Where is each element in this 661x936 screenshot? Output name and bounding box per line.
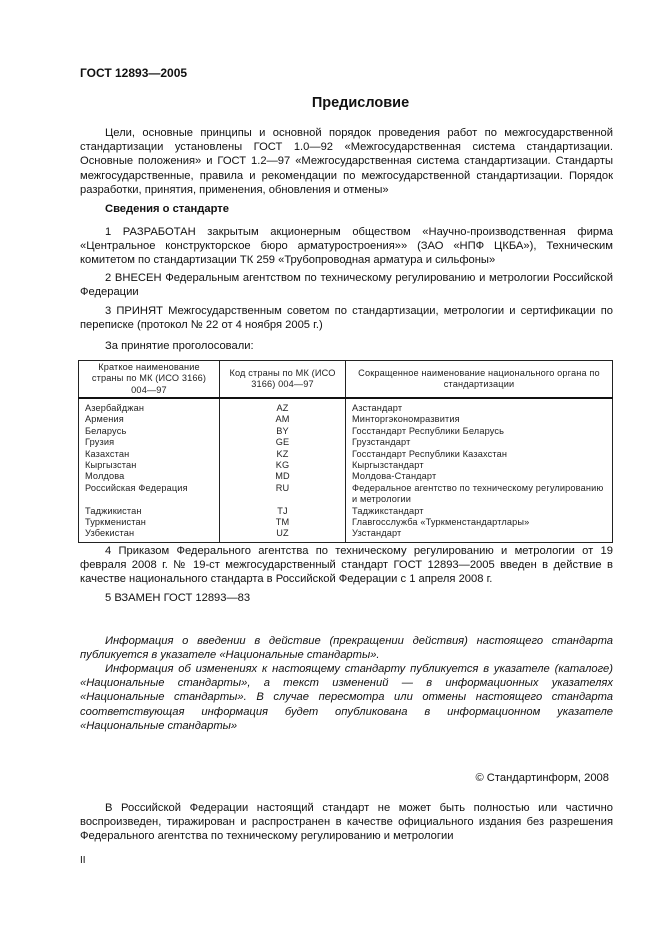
about-item-1: 1 РАЗРАБОТАН закрытым акционерным обществом «Научно-производственная фирма «Центральное конструкторское бюро арматуростроения»» (ЗАО «НПФ ЦКБА»), Техническим комитетом по стандартизации ТК 259 «Трубопроводная арматура и сильфоны» bbox=[80, 226, 613, 267]
table-row bbox=[79, 426, 613, 437]
body-cell: Азстандарт bbox=[346, 398, 613, 414]
code-cell: RU bbox=[220, 483, 346, 506]
info-paragraph-1: Информация о введении в действие (прекращении действия) настоящего стандарта публикуется в указателе «Национальные стандарты». bbox=[80, 635, 613, 662]
country-cell: Беларусь bbox=[79, 426, 220, 437]
code-cell: TJ bbox=[220, 506, 346, 517]
table-row bbox=[79, 506, 613, 517]
body-cell: Грузстандарт bbox=[346, 437, 613, 448]
about-item-2: 2 ВНЕСЕН Федеральным агентством по техническому регулированию и метрологии Российской Федерации bbox=[80, 272, 613, 299]
code-cell: MD bbox=[220, 471, 346, 482]
body-cell: Федеральное агентство по техническому регулированию и метрологии bbox=[346, 483, 613, 506]
intro-paragraph: Цели, основные принципы и основной порядок проведения работ по межгосударственной стандартизации установлены ГОСТ 1.0—92 «Межгосударственная система стандартизации. Основные положения» и ГОСТ 1.2—97 «Межгосударственная система стандартизации. Стандарты межгосударственные, правила и рекомендации по межгосударственной стандартизации. Порядок разработки, принятия, применения, обновления и отмены» bbox=[80, 127, 613, 196]
table-row bbox=[79, 528, 613, 542]
code-cell: KG bbox=[220, 460, 346, 471]
code-cell: AM bbox=[220, 414, 346, 425]
code-cell: TM bbox=[220, 517, 346, 528]
body-cell: Молдова-Стандарт bbox=[346, 471, 613, 482]
code-cell: KZ bbox=[220, 449, 346, 460]
country-cell: Молдова bbox=[79, 471, 220, 482]
country-cell: Азербайджан bbox=[79, 398, 220, 414]
country-cell: Кыргызстан bbox=[79, 460, 220, 471]
header-country: Краткое наименование страны по МК (ИСО 3166) 004—97 bbox=[79, 361, 220, 399]
body-cell: Госстандарт Республики Беларусь bbox=[346, 426, 613, 437]
item-5-paragraph: 5 ВЗАМЕН ГОСТ 12893—83 bbox=[105, 592, 251, 604]
code-cell: GE bbox=[220, 437, 346, 448]
reproduction-notice: В Российской Федерации настоящий стандарт не может быть полностью или частично воспроизведен, тиражирован и распространен в качестве официального издания без разрешения Федерального агентства по техническому регулированию и метрологии bbox=[80, 802, 613, 843]
country-cell: Российская Федерация bbox=[79, 483, 220, 506]
page-title: Предисловие bbox=[311, 95, 410, 111]
item-4-paragraph: 4 Приказом Федерального агентства по техническому регулированию и метрологии от 19 февраля 2008 г. № 19-ст межгосударственный стандарт ГОСТ 12893—2005 введен в действие в качестве национального стандарта в Российской Федерации с 1 апреля 2008 г. bbox=[80, 545, 613, 586]
country-cell: Армения bbox=[79, 414, 220, 425]
table-row bbox=[79, 517, 613, 528]
table-row bbox=[79, 449, 613, 460]
votes-table bbox=[78, 360, 613, 543]
section-heading-about: Сведения о стандарте bbox=[105, 203, 229, 215]
country-cell: Казахстан bbox=[79, 449, 220, 460]
code-cell: AZ bbox=[220, 398, 346, 414]
header-code: Код страны по МК (ИСО 3166) 004—97 bbox=[220, 361, 346, 399]
code-cell: BY bbox=[220, 426, 346, 437]
table-row bbox=[79, 398, 613, 414]
body-cell: Таджикстандарт bbox=[346, 506, 613, 517]
body-cell: Узстандарт bbox=[346, 528, 613, 542]
country-cell: Туркменистан bbox=[79, 517, 220, 528]
country-cell: Таджикистан bbox=[79, 506, 220, 517]
table-row bbox=[79, 483, 613, 506]
table-row bbox=[79, 460, 613, 471]
page-number: II bbox=[80, 855, 86, 866]
document-id: ГОСТ 12893—2005 bbox=[80, 66, 188, 80]
country-cell: Грузия bbox=[79, 437, 220, 448]
body-cell: Минторгэкономразвития bbox=[346, 414, 613, 425]
body-cell: Госстандарт Республики Казахстан bbox=[346, 449, 613, 460]
header-body: Сокращенное наименование национального органа по стандартизации bbox=[346, 361, 613, 399]
table-header-row bbox=[79, 361, 613, 399]
about-item-3: 3 ПРИНЯТ Межгосударственным советом по стандартизации, метрологии и сертификации по переписке (протокол № 22 от 4 ноября 2005 г.) bbox=[80, 305, 613, 332]
body-cell: Кыргызстандарт bbox=[346, 460, 613, 471]
votes-label: За принятие проголосовали: bbox=[105, 340, 254, 352]
body-cell: Главгосслужба «Туркменстандартлары» bbox=[346, 517, 613, 528]
copyright-notice: © Стандартинформ, 2008 bbox=[475, 772, 609, 784]
table-row bbox=[79, 437, 613, 448]
code-cell: UZ bbox=[220, 528, 346, 542]
info-paragraph-2: Информация об изменениях к настоящему стандарту публикуется в указателе (каталоге) «Национальные стандарты», а текст изменений — в информационных указателях «Национальные стандарты». В случае пересмотра или отмены настоящего стандарта соответствующая информация будет опубликована в информационном указателе «Национальные стандарты» bbox=[80, 663, 613, 732]
country-cell: Узбекистан bbox=[79, 528, 220, 542]
table-row bbox=[79, 414, 613, 425]
table-row bbox=[79, 471, 613, 482]
